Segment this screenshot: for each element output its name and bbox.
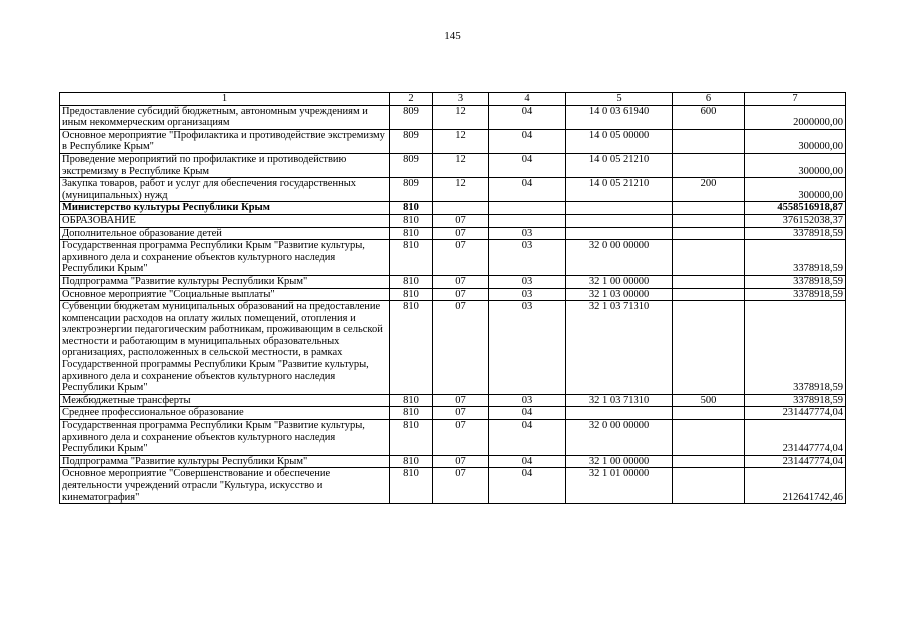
row-subsection-cell: 04 — [489, 407, 566, 420]
row-subsection-cell: 03 — [489, 240, 566, 276]
row-subsection-cell: 03 — [489, 301, 566, 395]
row-amount-cell: 300000,00 — [745, 178, 846, 202]
row-amount-cell: 3378918,59 — [745, 275, 846, 288]
row-expense-type-cell: 500 — [673, 394, 745, 407]
row-expense-type-cell — [673, 214, 745, 227]
row-subsection-cell: 04 — [489, 468, 566, 504]
row-code-cell: 810 — [390, 288, 433, 301]
row-name-cell: Основное мероприятие "Профилактика и противодействие экстремизму в Республике Крым" — [60, 129, 390, 153]
table-row — [60, 455, 846, 468]
row-amount-cell: 3378918,59 — [745, 240, 846, 276]
row-section-cell — [433, 202, 489, 215]
table-row — [60, 129, 846, 153]
row-amount-cell: 3378918,59 — [745, 227, 846, 240]
row-subsection-cell: 03 — [489, 394, 566, 407]
row-target-article-cell — [566, 407, 673, 420]
row-name-cell: Проведение мероприятий по профилактике и противодействию экстремизму в Республике Крым — [60, 153, 390, 177]
row-amount-cell: 231447774,04 — [745, 455, 846, 468]
table-row — [60, 301, 846, 395]
table-body — [60, 105, 846, 504]
row-subsection-cell: 04 — [489, 153, 566, 177]
row-section-cell: 07 — [433, 407, 489, 420]
header-cell: 6 — [673, 93, 745, 106]
row-section-cell: 07 — [433, 301, 489, 395]
row-target-article-cell: 14 0 05 21210 — [566, 153, 673, 177]
row-expense-type-cell — [673, 227, 745, 240]
row-name-cell: Основное мероприятие "Совершенствование и обеспечение деятельности учреждений отрасли "Культура, искусство и кинематография" — [60, 468, 390, 504]
row-amount-cell: 300000,00 — [745, 129, 846, 153]
table-row — [60, 153, 846, 177]
table-row — [60, 288, 846, 301]
row-subsection-cell: 04 — [489, 105, 566, 129]
row-amount-cell: 3378918,59 — [745, 301, 846, 395]
row-section-cell: 12 — [433, 129, 489, 153]
row-target-article-cell: 32 1 00 00000 — [566, 275, 673, 288]
row-name-cell: Подпрограмма "Развитие культуры Республики Крым" — [60, 455, 390, 468]
header-cell: 7 — [745, 93, 846, 106]
row-expense-type-cell — [673, 420, 745, 456]
budget-table — [59, 92, 846, 504]
row-subsection-cell: 04 — [489, 420, 566, 456]
header-cell: 1 — [60, 93, 390, 106]
row-name-cell: Дополнительное образование детей — [60, 227, 390, 240]
table-row — [60, 202, 846, 215]
row-code-cell: 809 — [390, 153, 433, 177]
row-subsection-cell: 04 — [489, 455, 566, 468]
row-target-article-cell: 14 0 05 00000 — [566, 129, 673, 153]
row-section-cell: 12 — [433, 153, 489, 177]
row-code-cell: 810 — [390, 214, 433, 227]
row-name-cell: Предоставление субсидий бюджетным, автономным учреждениям и иным некоммерческим организациям — [60, 105, 390, 129]
table-row — [60, 227, 846, 240]
row-expense-type-cell — [673, 240, 745, 276]
row-name-cell: Министерство культуры Республики Крым — [60, 202, 390, 215]
row-name-cell: ОБРАЗОВАНИЕ — [60, 214, 390, 227]
row-amount-cell: 2000000,00 — [745, 105, 846, 129]
row-subsection-cell: 04 — [489, 178, 566, 202]
row-target-article-cell: 14 0 05 21210 — [566, 178, 673, 202]
row-code-cell: 810 — [390, 227, 433, 240]
header-cell: 4 — [489, 93, 566, 106]
row-code-cell: 810 — [390, 468, 433, 504]
table-row — [60, 275, 846, 288]
table-row — [60, 420, 846, 456]
row-target-article-cell: 14 0 03 61940 — [566, 105, 673, 129]
row-section-cell: 07 — [433, 455, 489, 468]
row-section-cell: 07 — [433, 288, 489, 301]
row-name-cell: Государственная программа Республики Крым "Развитие культуры, архивного дела и сохранение объектов культурного наследия Республики Крым" — [60, 420, 390, 456]
row-section-cell: 07 — [433, 240, 489, 276]
row-code-cell: 810 — [390, 394, 433, 407]
row-subsection-cell — [489, 202, 566, 215]
row-expense-type-cell — [673, 202, 745, 215]
row-expense-type-cell — [673, 288, 745, 301]
row-section-cell: 07 — [433, 468, 489, 504]
row-expense-type-cell: 600 — [673, 105, 745, 129]
row-name-cell: Среднее профессиональное образование — [60, 407, 390, 420]
row-section-cell: 07 — [433, 420, 489, 456]
row-code-cell: 809 — [390, 105, 433, 129]
row-amount-cell: 231447774,04 — [745, 407, 846, 420]
row-subsection-cell: 03 — [489, 227, 566, 240]
row-target-article-cell — [566, 214, 673, 227]
row-amount-cell: 3378918,59 — [745, 288, 846, 301]
header-cell: 2 — [390, 93, 433, 106]
row-target-article-cell: 32 1 01 00000 — [566, 468, 673, 504]
table-row — [60, 407, 846, 420]
table-row — [60, 105, 846, 129]
row-expense-type-cell — [673, 275, 745, 288]
row-expense-type-cell: 200 — [673, 178, 745, 202]
row-amount-cell: 212641742,46 — [745, 468, 846, 504]
row-target-article-cell: 32 0 00 00000 — [566, 240, 673, 276]
page-number: 145 — [444, 30, 461, 42]
row-target-article-cell: 32 1 03 00000 — [566, 288, 673, 301]
row-expense-type-cell — [673, 455, 745, 468]
row-section-cell: 07 — [433, 394, 489, 407]
row-target-article-cell — [566, 202, 673, 215]
row-subsection-cell: 04 — [489, 129, 566, 153]
row-subsection-cell: 03 — [489, 275, 566, 288]
row-section-cell: 07 — [433, 214, 489, 227]
row-code-cell: 809 — [390, 129, 433, 153]
row-expense-type-cell — [673, 301, 745, 395]
row-target-article-cell: 32 1 03 71310 — [566, 394, 673, 407]
header-cell: 3 — [433, 93, 489, 106]
row-code-cell: 810 — [390, 275, 433, 288]
row-amount-cell: 3378918,59 — [745, 394, 846, 407]
row-name-cell: Основное мероприятие "Социальные выплаты" — [60, 288, 390, 301]
row-target-article-cell: 32 1 00 00000 — [566, 455, 673, 468]
row-code-cell: 810 — [390, 240, 433, 276]
table-row — [60, 394, 846, 407]
row-expense-type-cell — [673, 407, 745, 420]
row-code-cell: 810 — [390, 301, 433, 395]
row-subsection-cell — [489, 214, 566, 227]
row-name-cell: Закупка товаров, работ и услуг для обеспечения государственных (муниципальных) нужд — [60, 178, 390, 202]
table-row — [60, 214, 846, 227]
row-expense-type-cell — [673, 153, 745, 177]
row-section-cell: 12 — [433, 178, 489, 202]
row-section-cell: 07 — [433, 275, 489, 288]
row-code-cell: 809 — [390, 178, 433, 202]
row-target-article-cell — [566, 227, 673, 240]
row-name-cell: Субвенции бюджетам муниципальных образований на предоставление компенсации расходов на оплату жилых помещений, отопления и электроэнергии педагогическим работникам, проживающим в сельской местности и работающим в муниципальных образовательных организациях, расположенных в сельской местности, в рамках Государственной программы Республики Крым "Развитие культуры, архивного дела и сохранение объектов культурного наследия Республики Крым" — [60, 301, 390, 395]
row-target-article-cell: 32 0 00 00000 — [566, 420, 673, 456]
table-row — [60, 240, 846, 276]
table-row — [60, 178, 846, 202]
row-expense-type-cell — [673, 468, 745, 504]
row-expense-type-cell — [673, 129, 745, 153]
row-code-cell: 810 — [390, 420, 433, 456]
row-section-cell: 07 — [433, 227, 489, 240]
header-cell: 5 — [566, 93, 673, 106]
table-header-row — [60, 93, 846, 106]
table-row — [60, 468, 846, 504]
row-target-article-cell: 32 1 03 71310 — [566, 301, 673, 395]
row-amount-cell: 376152038,37 — [745, 214, 846, 227]
row-code-cell: 810 — [390, 407, 433, 420]
row-section-cell: 12 — [433, 105, 489, 129]
row-amount-cell: 4558516918,87 — [745, 202, 846, 215]
row-name-cell: Межбюджетные трансферты — [60, 394, 390, 407]
row-name-cell: Подпрограмма "Развитие культуры Республики Крым" — [60, 275, 390, 288]
row-amount-cell: 300000,00 — [745, 153, 846, 177]
row-code-cell: 810 — [390, 202, 433, 215]
row-code-cell: 810 — [390, 455, 433, 468]
row-amount-cell: 231447774,04 — [745, 420, 846, 456]
row-subsection-cell: 03 — [489, 288, 566, 301]
row-name-cell: Государственная программа Республики Крым "Развитие культуры, архивного дела и сохранение объектов культурного наследия Республики Крым" — [60, 240, 390, 276]
